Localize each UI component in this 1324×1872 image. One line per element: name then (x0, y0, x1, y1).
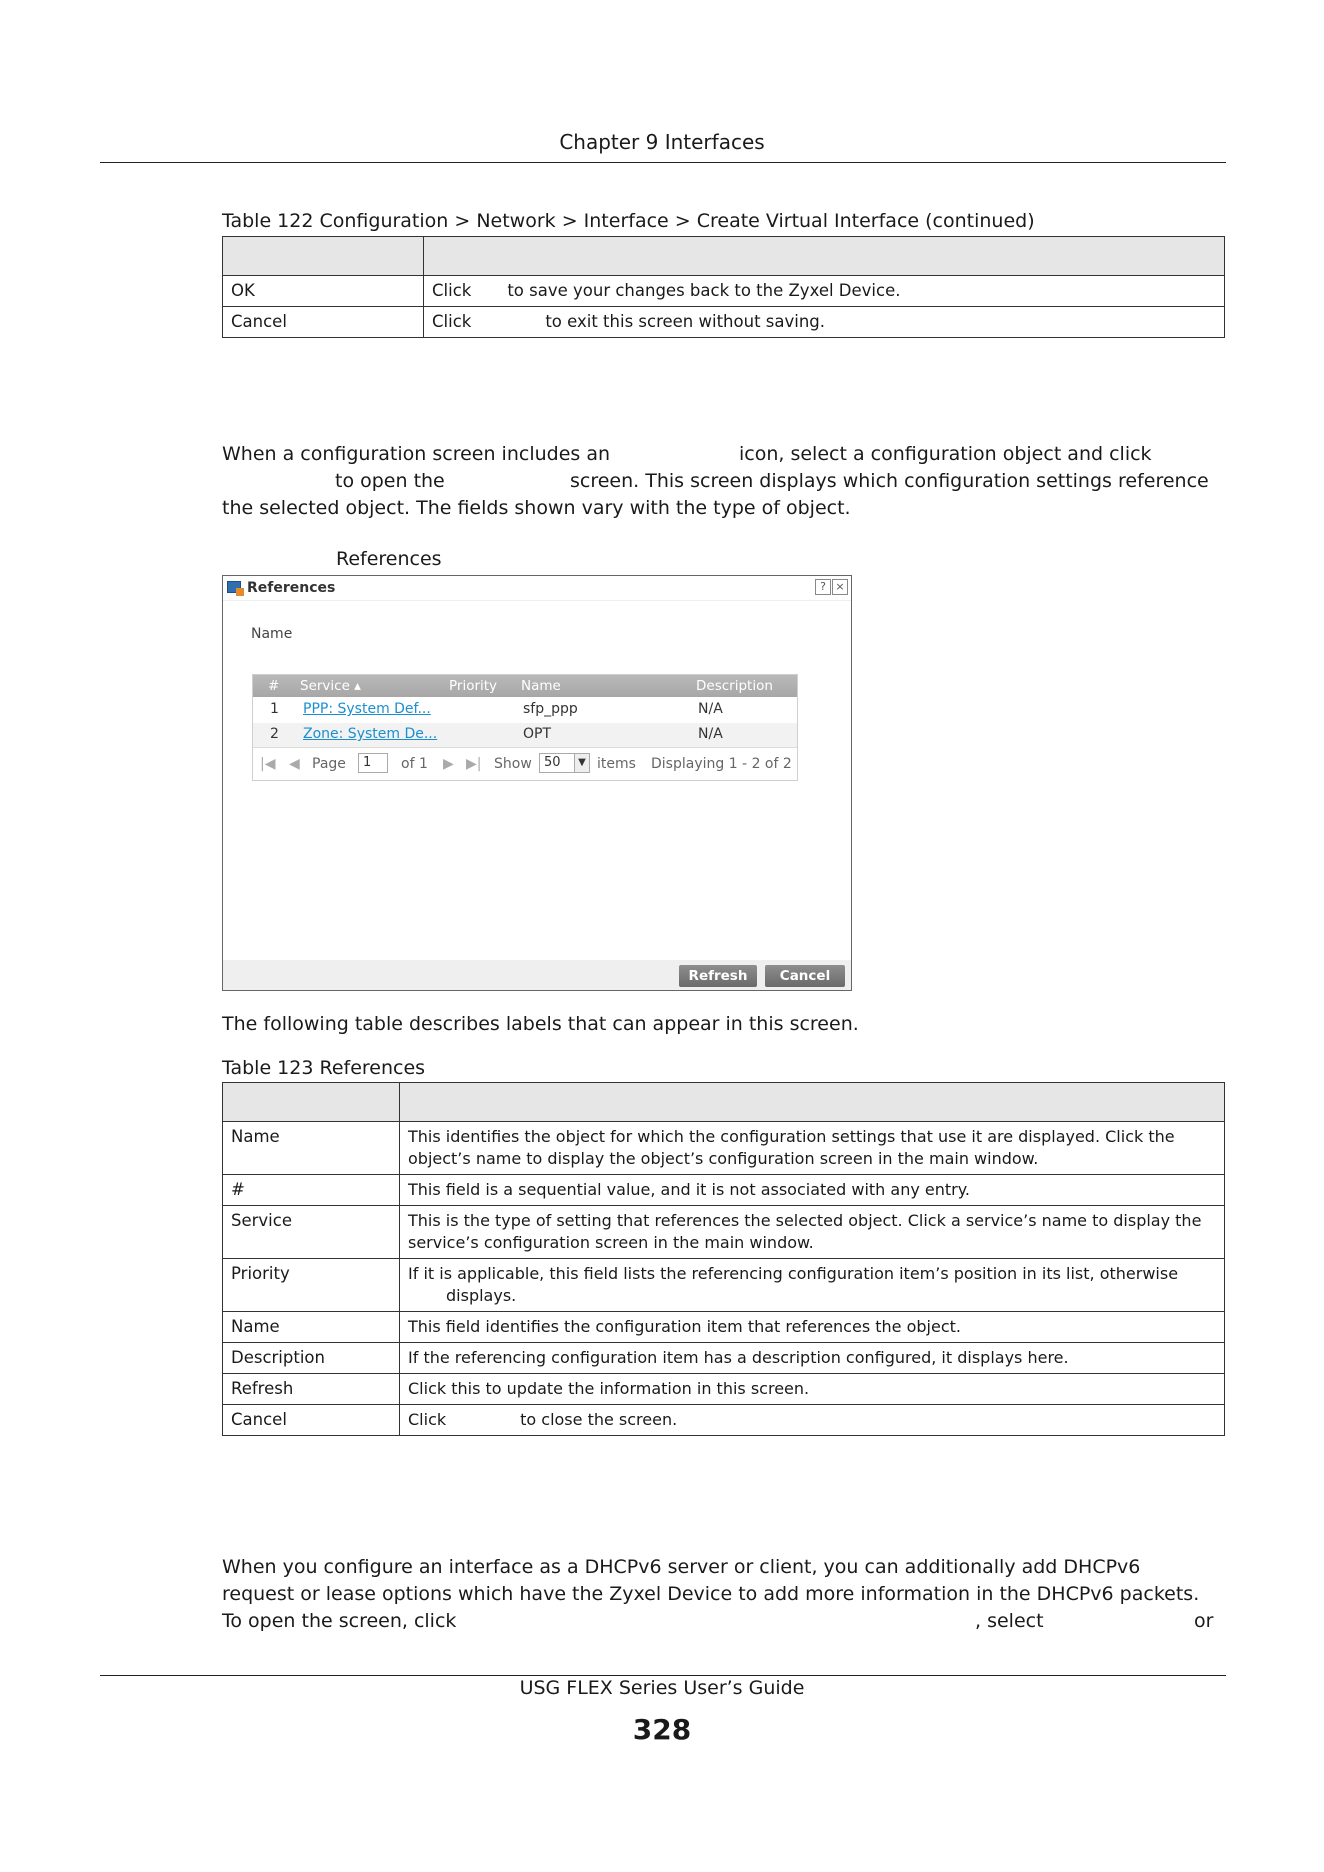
table-123-caption: Table 123 References (222, 1057, 426, 1079)
table-122-caption: Table 122 Configuration > Network > Interface > Create Virtual Interface (continued) (222, 210, 1035, 232)
table-row[interactable] (253, 723, 797, 748)
row-desc: This is the type of setting that references the selected object. Click a service’s name to display the service’s configuration screen in the main window. (400, 1206, 1225, 1259)
row-label: Name (223, 1312, 400, 1343)
table-122 (222, 236, 1225, 338)
window-footer (223, 960, 851, 990)
row-desc: This identifies the object for which the configuration settings that use it are displayed. Click the object’s name to display the object’s configuration screen in the main window. (400, 1122, 1225, 1175)
cell-num: 1 (270, 701, 279, 717)
row-label: Description (223, 1343, 400, 1374)
row-desc: Click to exit this screen without saving. (424, 307, 1225, 338)
chapter-header: Chapter 9 Interfaces (559, 130, 765, 154)
table-122-header-desc (424, 237, 1225, 276)
col-description[interactable]: Description (696, 678, 773, 694)
references-window-icon (227, 581, 241, 593)
col-num[interactable]: # (268, 678, 280, 694)
intro-line-2a: to open the (335, 470, 445, 492)
references-window (222, 575, 852, 991)
row-label: Refresh (223, 1374, 400, 1405)
row-desc: If the referencing configuration item has a description configured, it displays here. (400, 1343, 1225, 1374)
intro-line-1b: icon, select a configuration object and click (739, 443, 1152, 465)
displaying-label: Displaying 1 - 2 of 2 (651, 756, 792, 772)
dhcp-line-3a: To open the screen, click (222, 1610, 457, 1632)
table-122-header-label (223, 237, 424, 276)
table-123-header-desc (400, 1083, 1225, 1122)
table-row (223, 1122, 1225, 1175)
dhcp-line-3b: , select (975, 1610, 1044, 1632)
name-label: Name (251, 626, 293, 642)
table-row (223, 1374, 1225, 1405)
refresh-button[interactable]: Refresh (679, 965, 757, 987)
window-titlebar (223, 576, 851, 601)
page-input[interactable]: 1 (358, 753, 388, 773)
cancel-button[interactable]: Cancel (765, 965, 845, 987)
table-row[interactable] (253, 698, 797, 723)
intro-line-2b: screen. This screen displays which configuration settings reference (570, 470, 1209, 492)
page-label: Page (312, 756, 346, 772)
row-desc: This field is a sequential value, and it is not associated with any entry. (400, 1175, 1225, 1206)
close-icon[interactable]: × (832, 579, 848, 595)
table-row (223, 276, 1225, 307)
row-desc: If it is applicable, this field lists the referencing configuration item’s position in its list, otherwise displays. (400, 1259, 1225, 1312)
first-page-icon[interactable]: |◀ (260, 756, 276, 772)
table-row (223, 1206, 1225, 1259)
figure-caption: References (336, 548, 442, 570)
window-title: References (247, 580, 336, 596)
items-label: items (597, 756, 636, 772)
row-desc: Click this to update the information in this screen. (400, 1374, 1225, 1405)
row-label: OK (223, 276, 424, 307)
table-row (223, 1343, 1225, 1374)
cell-service-link[interactable]: Zone: System De... (303, 726, 438, 742)
table-123-header-label (223, 1083, 400, 1122)
cell-service-link[interactable]: PPP: System Def... (303, 701, 431, 717)
following-text: The following table describes labels that can appear in this screen. (222, 1013, 859, 1035)
guide-title: USG FLEX Series User’s Guide (519, 1677, 805, 1699)
row-label: # (223, 1175, 400, 1206)
row-label: Service (223, 1206, 400, 1259)
grid-header (253, 675, 797, 697)
next-page-icon[interactable]: ▶ (443, 756, 454, 772)
cell-description: N/A (698, 701, 723, 717)
table-123 (222, 1082, 1225, 1436)
chevron-down-icon[interactable]: ▼ (574, 753, 590, 773)
header-rule (100, 162, 1226, 163)
table-row (223, 1175, 1225, 1206)
table-row (223, 307, 1225, 338)
col-priority[interactable]: Priority (449, 678, 498, 694)
row-desc: Click to save your changes back to the Zyxel Device. (424, 276, 1225, 307)
cell-description: N/A (698, 726, 723, 742)
of-label: of 1 (401, 756, 428, 772)
page-number: 328 (632, 1713, 692, 1746)
table-row (223, 1405, 1225, 1436)
row-label: Priority (223, 1259, 400, 1312)
prev-page-icon[interactable]: ◀ (289, 756, 300, 772)
col-service[interactable]: Service ▴ (300, 678, 361, 694)
last-page-icon[interactable]: ▶| (466, 756, 482, 772)
dhcp-line-3c: or (1194, 1610, 1214, 1632)
dhcp-line-1: When you configure an interface as a DHCPv6 server or client, you can additionally add DHCPv6 (222, 1556, 1141, 1578)
row-label: Cancel (223, 307, 424, 338)
cell-name: sfp_ppp (523, 701, 578, 717)
table-row (223, 1259, 1225, 1312)
page-size-select[interactable]: 50 (539, 753, 575, 773)
show-label: Show (494, 756, 532, 772)
cell-num: 2 (270, 726, 279, 742)
cell-name: OPT (523, 726, 552, 742)
row-label: Name (223, 1122, 400, 1175)
pager (253, 747, 797, 780)
col-name[interactable]: Name (521, 678, 561, 694)
row-desc: This field identifies the configuration item that references the object. (400, 1312, 1225, 1343)
row-desc: Click to close the screen. (400, 1405, 1225, 1436)
table-row (223, 1312, 1225, 1343)
footer-rule (100, 1675, 1226, 1676)
row-label: Cancel (223, 1405, 400, 1436)
references-grid (252, 674, 798, 781)
dhcp-line-2: request or lease options which have the Zyxel Device to add more information in the DHCPv6 packets. (222, 1583, 1200, 1605)
intro-line-3: the selected object. The fields shown vary with the type of object. (222, 497, 851, 519)
intro-line-1a: When a configuration screen includes an (222, 443, 611, 465)
help-icon[interactable]: ? (815, 579, 831, 595)
